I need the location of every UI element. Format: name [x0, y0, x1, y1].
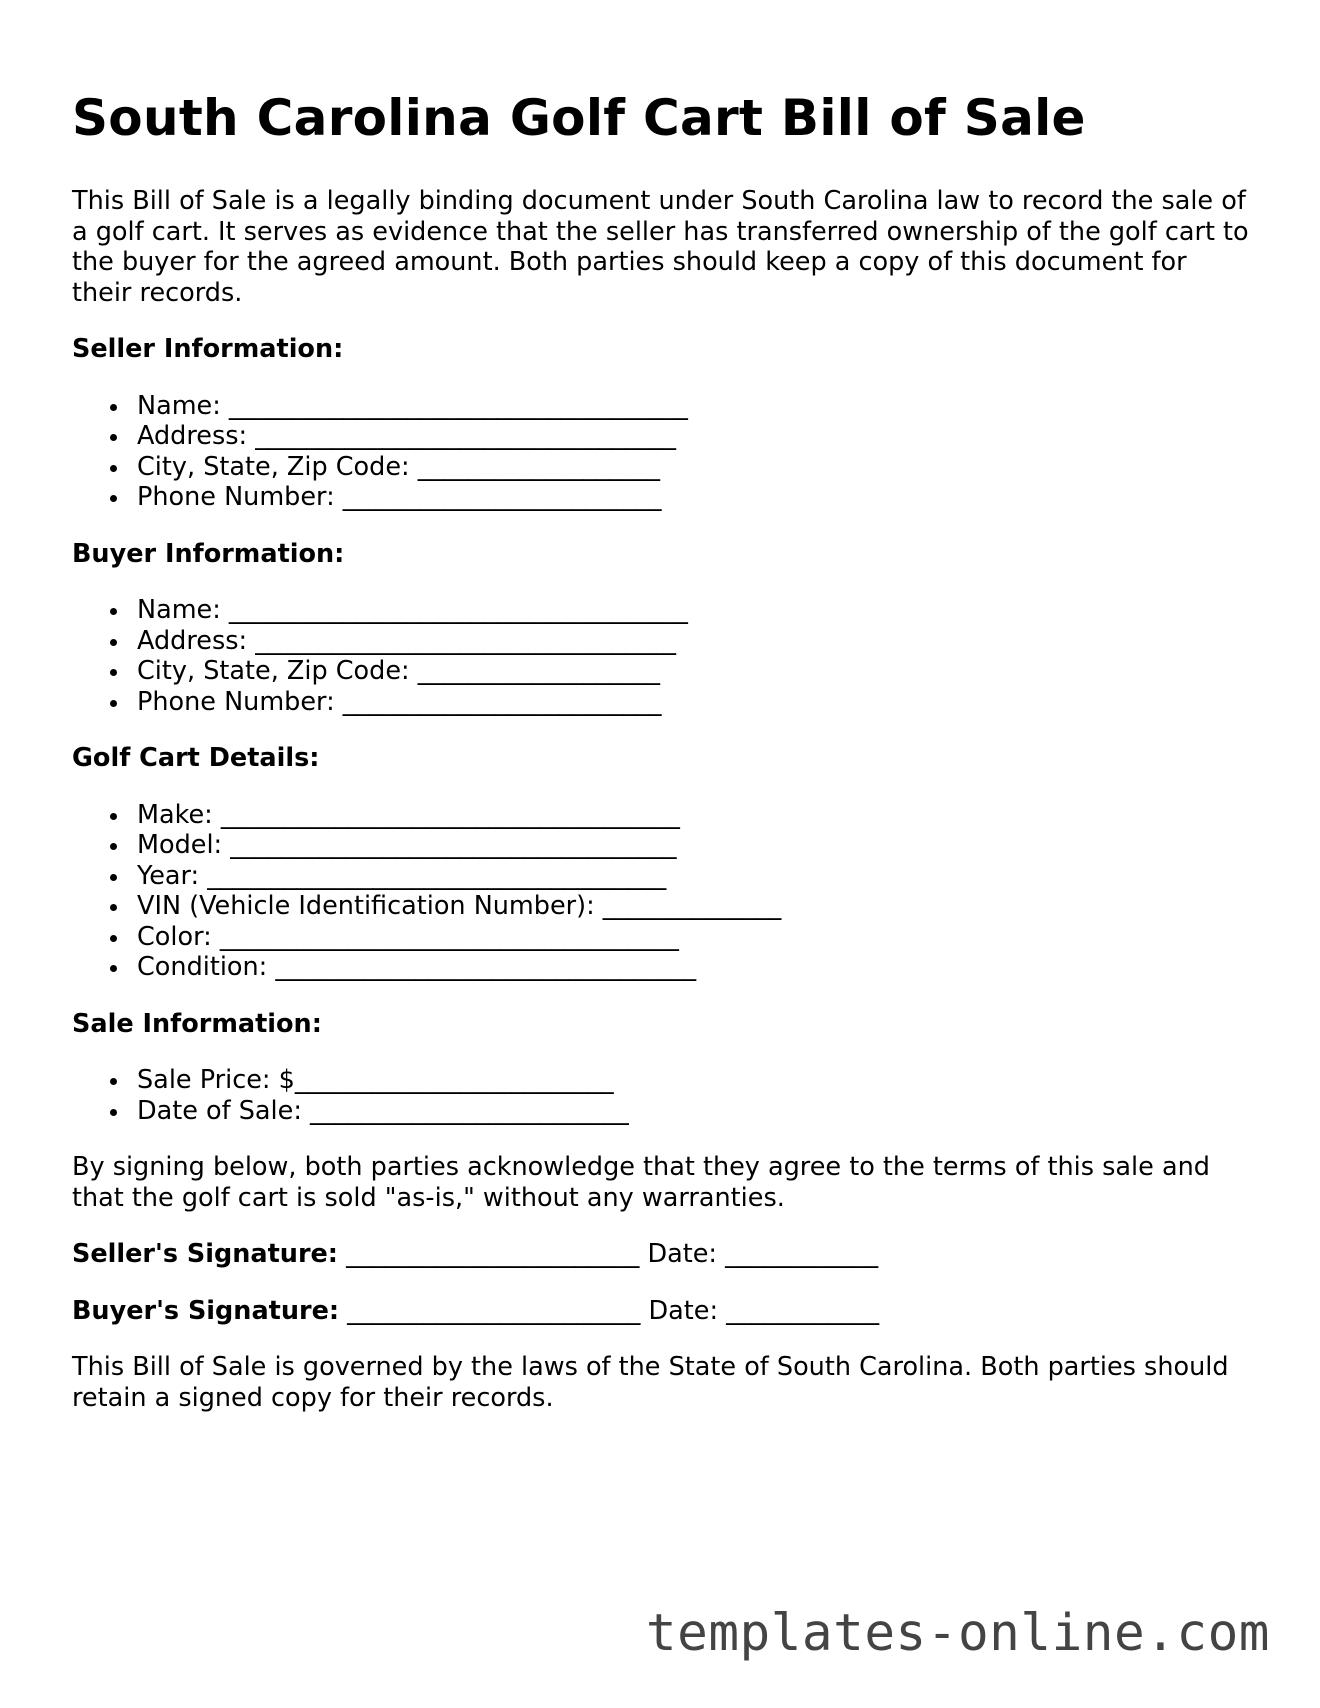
- closing-paragraph: This Bill of Sale is governed by the laws of the State of South Carolina. Both parties should retain a signed copy for their records.: [72, 1352, 1229, 1413]
- seller-phone-field[interactable]: Phone Number: _________________________: [137, 482, 1252, 513]
- watermark: templates-online.com: [645, 1604, 1270, 1663]
- seller-signature-field[interactable]: _______________________ Date: ____________: [338, 1239, 879, 1269]
- document-page: [72, 88, 1252, 1439]
- cart-section-heading: Golf Cart Details:: [72, 743, 320, 773]
- buyer-section-heading: Buyer Information:: [72, 538, 345, 569]
- cart-color-field[interactable]: Color: ____________________________________: [137, 922, 1252, 953]
- seller-name-field[interactable]: Name: ____________________________________: [137, 391, 1252, 422]
- seller-signature-row: [72, 1239, 1252, 1270]
- sale-date-field[interactable]: Date of Sale: _________________________: [137, 1096, 1252, 1127]
- cart-year-field[interactable]: Year: ____________________________________: [137, 861, 1252, 892]
- buyer-signature-field[interactable]: _______________________ Date: ____________: [339, 1295, 880, 1326]
- seller-signature-label: Seller's Signature:: [72, 1239, 339, 1269]
- document-title: South Carolina Golf Cart Bill of Sale: [72, 89, 1086, 147]
- cart-vin-field[interactable]: VIN (Vehicle Identification Number): ______________: [137, 891, 1252, 922]
- buyer-name-field[interactable]: Name: ____________________________________: [137, 595, 1252, 626]
- seller-address-field[interactable]: Address: _________________________________: [137, 421, 1252, 452]
- buyer-address-field[interactable]: Address: _________________________________: [137, 626, 1252, 657]
- cart-condition-field[interactable]: Condition: _________________________________: [137, 952, 1252, 983]
- buyer-signature-label: Buyer's Signature:: [72, 1295, 340, 1326]
- buyer-city-state-zip-field[interactable]: City, State, Zip Code: ___________________: [137, 656, 1252, 687]
- buyer-signature-row: [72, 1296, 1252, 1327]
- sale-field-list: [72, 1065, 1252, 1126]
- seller-city-state-zip-field[interactable]: City, State, Zip Code: ___________________: [137, 452, 1252, 483]
- cart-field-list: [72, 800, 1252, 983]
- seller-field-list: [72, 391, 1252, 513]
- sale-section-heading: Sale Information:: [72, 1008, 322, 1039]
- intro-paragraph: This Bill of Sale is a legally binding document under South Carolina law to record the sale of a golf cart. It serves as evidence that the seller has transferred ownership of the golf cart to the buyer for the agreed amount. Both parties should keep a copy of this document for their records.: [72, 186, 1249, 308]
- buyer-phone-field[interactable]: Phone Number: _________________________: [137, 687, 1252, 718]
- cart-model-field[interactable]: Model: ___________________________________: [137, 830, 1252, 861]
- sale-price-field[interactable]: Sale Price: $_________________________: [137, 1065, 1252, 1096]
- cart-make-field[interactable]: Make: ____________________________________: [137, 800, 1252, 831]
- buyer-field-list: [72, 595, 1252, 717]
- acknowledgement-paragraph: By signing below, both parties acknowledge that they agree to the terms of this sale and that the golf cart is sold "as-is," without any warranties.: [72, 1152, 1210, 1213]
- seller-section-heading: Seller Information:: [72, 334, 344, 364]
